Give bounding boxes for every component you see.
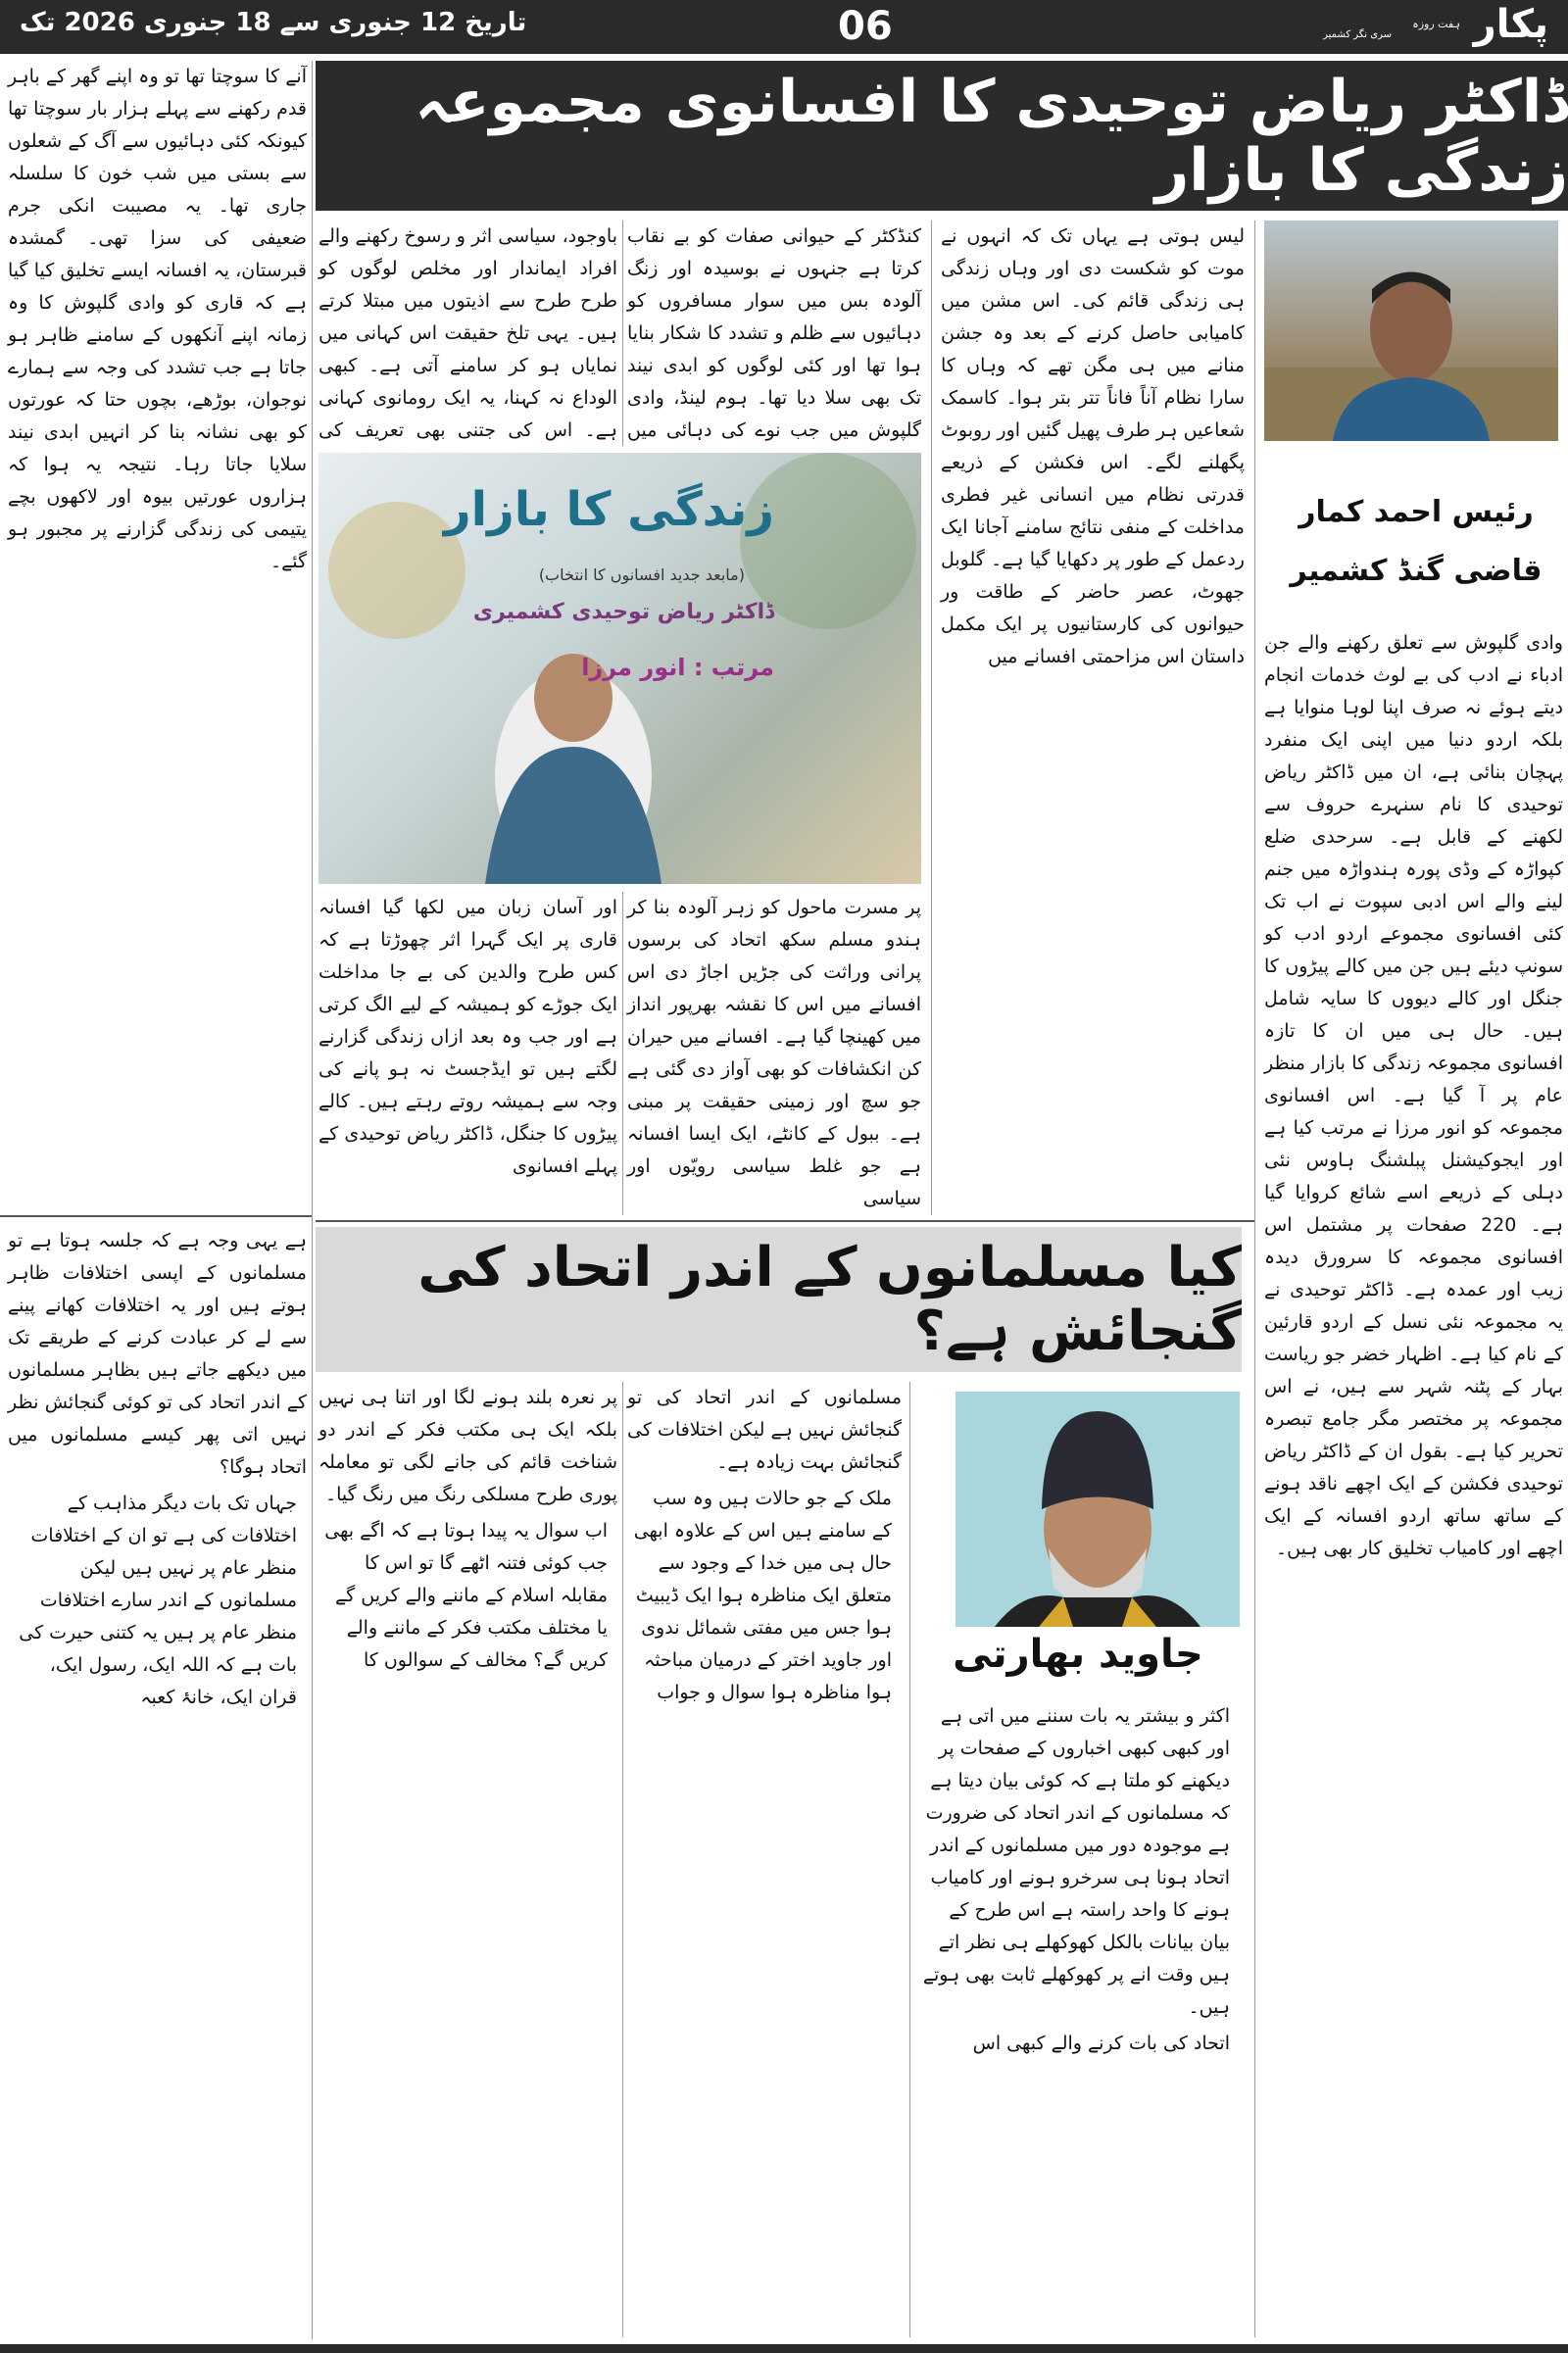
logo-city: سری نگر کشمیر xyxy=(1323,29,1392,40)
article1-column-2 xyxy=(941,221,1245,1215)
paragraph: ہے یہی وجہ ہے کہ جلسہ ہوتا ہے تو مسلمانوں کے اپسی اختلافات ظاہر ہوتے ہیں اور یہ اختلافات کھانے پینے سے لے کر عبادت کرنے کے طریقے تک میں دیکھے جاتے ہیں بظاہر مسلمانوں کے اندر اتحاد کی تو کوئی گنجائش نظر نہیں اتی پھر کیسے مسلمانوں میں اتحاد ہوگا؟ xyxy=(8,1230,307,1478)
book-cover-image xyxy=(318,453,921,884)
paragraph: پر مسرت ماحول کو زہر آلودہ بنا کر ہندو مسلم سکھ اتحاد کی برسوں پرانی وراثت کی جڑیں اجاڑ دی اس افسانے میں اس کا نقشہ بھرپور انداز میں کھینچا گیا ہے۔ افسانے میں حیران کن انکشافات کو بھی آواز دی گئی ہے جو سچ اور زمینی حقیقت پر مبنی ہے۔ ببول کے کانٹے، ایک ایسا افسانہ ہے جو غلط سیاسی رویّوں اور سیاسی xyxy=(627,897,921,1209)
paragraph: مسلمانوں کے اندر اتحاد کی تو گنجائش نہیں ہے لیکن اختلافات کی گنجائش بہت زیادہ ہے۔ xyxy=(627,1387,902,1473)
logo-weekly: ہفت روزہ xyxy=(1412,18,1460,30)
paragraph: پر نعرہ بلند ہونے لگا اور اتنا ہی نہیں بلکہ ایک ہی مکتب فکر کے اندر دو شناخت قائم کی جانے لگی تو معاملہ پوری طرح مسلکی رنگ میں رنگ گیا۔ xyxy=(318,1387,617,1505)
paragraph: اکثر و بیشتر یہ بات سننے میں اتی ہے اور کبھی کبھی اخباروں کے صفحات پر دیکھنے کو ملتا ہے کہ کوئی بیان دیتا ہے کہ مسلمانوں کے اندر اتحاد کی ضرورت ہے موجودہ دور میں مسلمانوں کے اندر اتحاد ہونا ہی سرخرو ہونے اور کامیاب ہونے کا واحد راستہ ہے اس طرح کے بیان بیانات بالکل کھوکھلے ہی نظر اتے ہیں وقت انے پر کھوکھلے ثابت بھی ہوتے ہیں۔ xyxy=(922,1705,1230,2018)
article2-column-1 xyxy=(916,1700,1240,2337)
article1-column-3 xyxy=(627,221,921,446)
article1-column-3b xyxy=(627,892,921,1215)
paragraph: باوجود، سیاسی اثر و رسوخ رکھنے والے افراد ایماندار اور مخلص لوگوں کو طرح طرح سے اذیتوں میں مبتلا کرتے ہیں۔ یہی تلخ حقیقت اس کہانی میں نمایاں ہو کر سامنے آتی ہے۔ کبھی الوداع نہ کہنا، یہ ایک رومانوی کہانی ہے۔ اس کی جتنی بھی تعریف کی xyxy=(318,225,617,441)
paragraph: لیس ہوتی ہے یہاں تک کہ انہوں نے موت کو شکست دی اور وہاں زندگی ہی زندگی قائم کی۔ اس مشن میں کامیابی حاصل کرنے کے بعد وہ جشن منانے میں ہی مگن تھے کہ وہاں کا سارا نظام آناً فاناً تتر بتر ہوا۔ کاسمک شعاعیں ہر طرف پھیل گئیں اور روبوٹ پگھلنے لگے۔ اس فکشن کے ذریعے قدرتی نظام میں انسانی غیر فطری مداخلت کے منفی نتائج سامنے آجانا ایک ردعمل کے طور پر دکھایا گیا ہے۔ گلوبل جھوٹ، عصر حاضر کے طاقت ور حیوانوں کی کارستانیوں پر ایک مکمل داستان اس مزاحمتی افسانے میں xyxy=(941,225,1245,667)
article1-column-4 xyxy=(318,221,617,446)
article2-column-3 xyxy=(318,1382,617,2337)
author-photo-2 xyxy=(956,1392,1240,1627)
article2-continuation-column xyxy=(8,1225,307,2337)
article2-headline: کیا مسلمانوں کے اندر اتحاد کی گنجائش ہے؟ xyxy=(316,1227,1242,1372)
article2-column-2 xyxy=(627,1382,902,2337)
paragraph: اب سوال یہ پیدا ہوتا ہے کہ اگے بھی جب کوئی فتنہ اٹھے گا تو اس کا مقابلہ اسلام کے ماننے والے کریں گے یا مختلف مکتب فکر کے ماننے والے کریں گے؟ مخالف کے سوالوں کا xyxy=(324,1520,608,1671)
book-title: زندگی کا بازار xyxy=(444,482,774,537)
article1-author: رئیس احمد کمار xyxy=(1298,495,1534,529)
article2-author: جاوید بھارتی xyxy=(953,1632,1203,1677)
issue-date: تاریخ 12 جنوری سے 18 جنوری 2026 تک xyxy=(20,8,527,37)
paragraph: ملک کے جو حالات ہیں وہ سب کے سامنے ہیں اس کے علاوہ ابھی حال ہی میں خدا کے وجود سے متعلق ایک مناظرہ ہوا ایک ڈیبیٹ ہوا جس میں مفتی شمائل ندوی اور جاوید اختر کے درمیان مباحثہ ہوا مناظرہ ہوا سوال و جواب xyxy=(633,1488,892,1703)
paragraph: اتحاد کی بات کرنے والے کبھی اس xyxy=(972,2033,1230,2054)
portrait-image xyxy=(1264,221,1558,441)
article1-column-1 xyxy=(1264,627,1563,2337)
article1-column-4b xyxy=(318,892,617,1215)
paragraph: آنے کا سوچتا تھا تو وہ اپنے گھر کے باہر قدم رکھنے سے پہلے ہزار بار سوچتا تھا کیونکہ کئی دہائیوں سے آگ کے شعلوں سے بستی میں شب خون کا سلسلہ جاری تھا۔ یہ مصیبت انکی جرم ضعیفی کی سزا تھی۔ گمشدہ قبرستان، یہ افسانہ ایسے تخلیق کیا گیا ہے کہ قاری کو وادی گلپوش کا وہ زمانہ اپنے آنکھوں کے سامنے ظاہر ہو جاتا ہے جب تشدد کی وجہ سے ہمارے نوجوان، بوڑھے، بچوں حتا کہ عورتوں کو بھی نشانہ بنا کر انہیں ابدی نیند سلایا جاتا رہا۔ نتیجہ یہ ہوا کہ ہزاروں عورتیں بیوہ اور لاکھوں بچے یتیمی کی زندگی گزارنے پر مجبور ہو گئے۔ xyxy=(8,66,307,572)
paragraph: جہاں تک بات دیگر مذاہب کے اختلافات کی ہے تو ان کے اختلافات منظر عام پر نہیں ہیں لیکن مسلمانوں کے اندر سارے اختلافات منظر عام پر ہیں یہ کتنی حیرت کی بات ہے کہ اللہ ایک، رسول ایک، قران ایک، خانۂ کعبہ xyxy=(19,1493,297,1708)
paragraph: اور آسان زبان میں لکھا گیا افسانہ قاری پر ایک گہرا اثر چھوڑتا ہے کہ کس طرح والدین کی بے جا مداخلت ایک جوڑے کو ہمیشہ کے لیے الگ کرتی ہے اور جب وہ بعد ازاں زندگی گزارنے لگتے ہیں تو ایڈجسٹ نہ ہو پانے کی وجہ سے ہمیشہ روتے رہتے ہیں۔ کالے پیڑوں کا جنگل، ڈاکٹر ریاض توحیدی کے پہلے افسانوی xyxy=(318,897,617,1177)
article1-location: قاضی گنڈ کشمیر xyxy=(1290,554,1543,588)
book-author: ڈاکٹر ریاض توحیدی کشمیری xyxy=(472,600,774,624)
book-subtitle: (مابعد جدید افسانوں کا انتخاب) xyxy=(538,565,745,584)
masthead xyxy=(0,0,1568,54)
book-editor: مرتب : انور مرزا xyxy=(581,654,774,681)
footer-bar xyxy=(0,2344,1568,2353)
page-number: 06 xyxy=(838,4,893,49)
newspaper-logo: پکار xyxy=(1473,2,1548,47)
article1-headline: ڈاکٹر ریاض توحیدی کا افسانوی مجموعہ زندگی کا بازار xyxy=(316,61,1568,211)
paragraph: کنڈکٹر کے حیوانی صفات کو بے نقاب کرتا ہے جنہوں نے بوسیدہ اور زنگ آلودہ بس میں سوار مسافروں کو دہائیوں سے ظلم و تشدد کا شکار بنایا ہوا تھا اور کئی لوگوں کو ابدی نیند تک بھی سلا دیا تھا۔ ہوم لینڈ، وادی گلپوش میں جب نوے کی دہائی میں xyxy=(627,225,921,441)
portrait-image xyxy=(956,1392,1240,1627)
article1-continuation-column xyxy=(8,61,307,1207)
author-photo-1 xyxy=(1264,221,1558,441)
paragraph: وادی گلپوش سے تعلق رکھنے والے جن ادباء نے ادب کی بے لوث خدمات انجام دیتے ہوئے نہ صرف اپنا لوہا منوایا ہے بلکہ اردو دنیا میں اپنی ایک منفرد پہچان بنائی ہے، ان میں ڈاکٹر ریاض توحیدی کا نام سنہرے حروف سے لکھنے کے قابل ہے۔ سرحدی ضلع کپواڑہ کے وڈی پورہ ہندواڑہ میں جنم لینے والے اس ادبی سپوت نے اب تک کئی افسانوی مجموعے اردو ادب کو سونپ دیئے ہیں جن میں کالے پیڑوں کا جنگل اور کالے دیووں کا سایہ شامل ہیں۔ حال ہی میں ان کا تازہ افسانوی مجموعہ زندگی کا بازار منظر عام پر آ گیا ہے۔ اس افسانوی مجموعہ کو انور مرزا نے مرتب کیا ہے اور ایجوکیشنل پبلشنگ ہاوس نئی دہلی کے ذریعے اسے شائع کروایا گیا ہے۔ 220 صفحات پر مشتمل اس افسانوی مجموعہ کا سرورق دیدہ زیب اور عمدہ ہے۔ ڈاکٹر توحیدی نے یہ مجموعہ نئی نسل کے اردو قارئین کے نام کیا ہے۔ اظہار خضر جو ریاست بہار کے پٹنہ شہر سے ہیں، نے اس مجموعہ پر مختصر مگر جامع تبصرہ تحریر کیا ہے۔ بقول ان کے ڈاکٹر ریاض توحیدی فکشن کے ایک اچھے ناقد ہونے کے ساتھ ساتھ اردو افسانہ کے ایک اچھے اور کامیاب تخلیق کار بھی ہیں۔ xyxy=(1264,632,1563,1559)
